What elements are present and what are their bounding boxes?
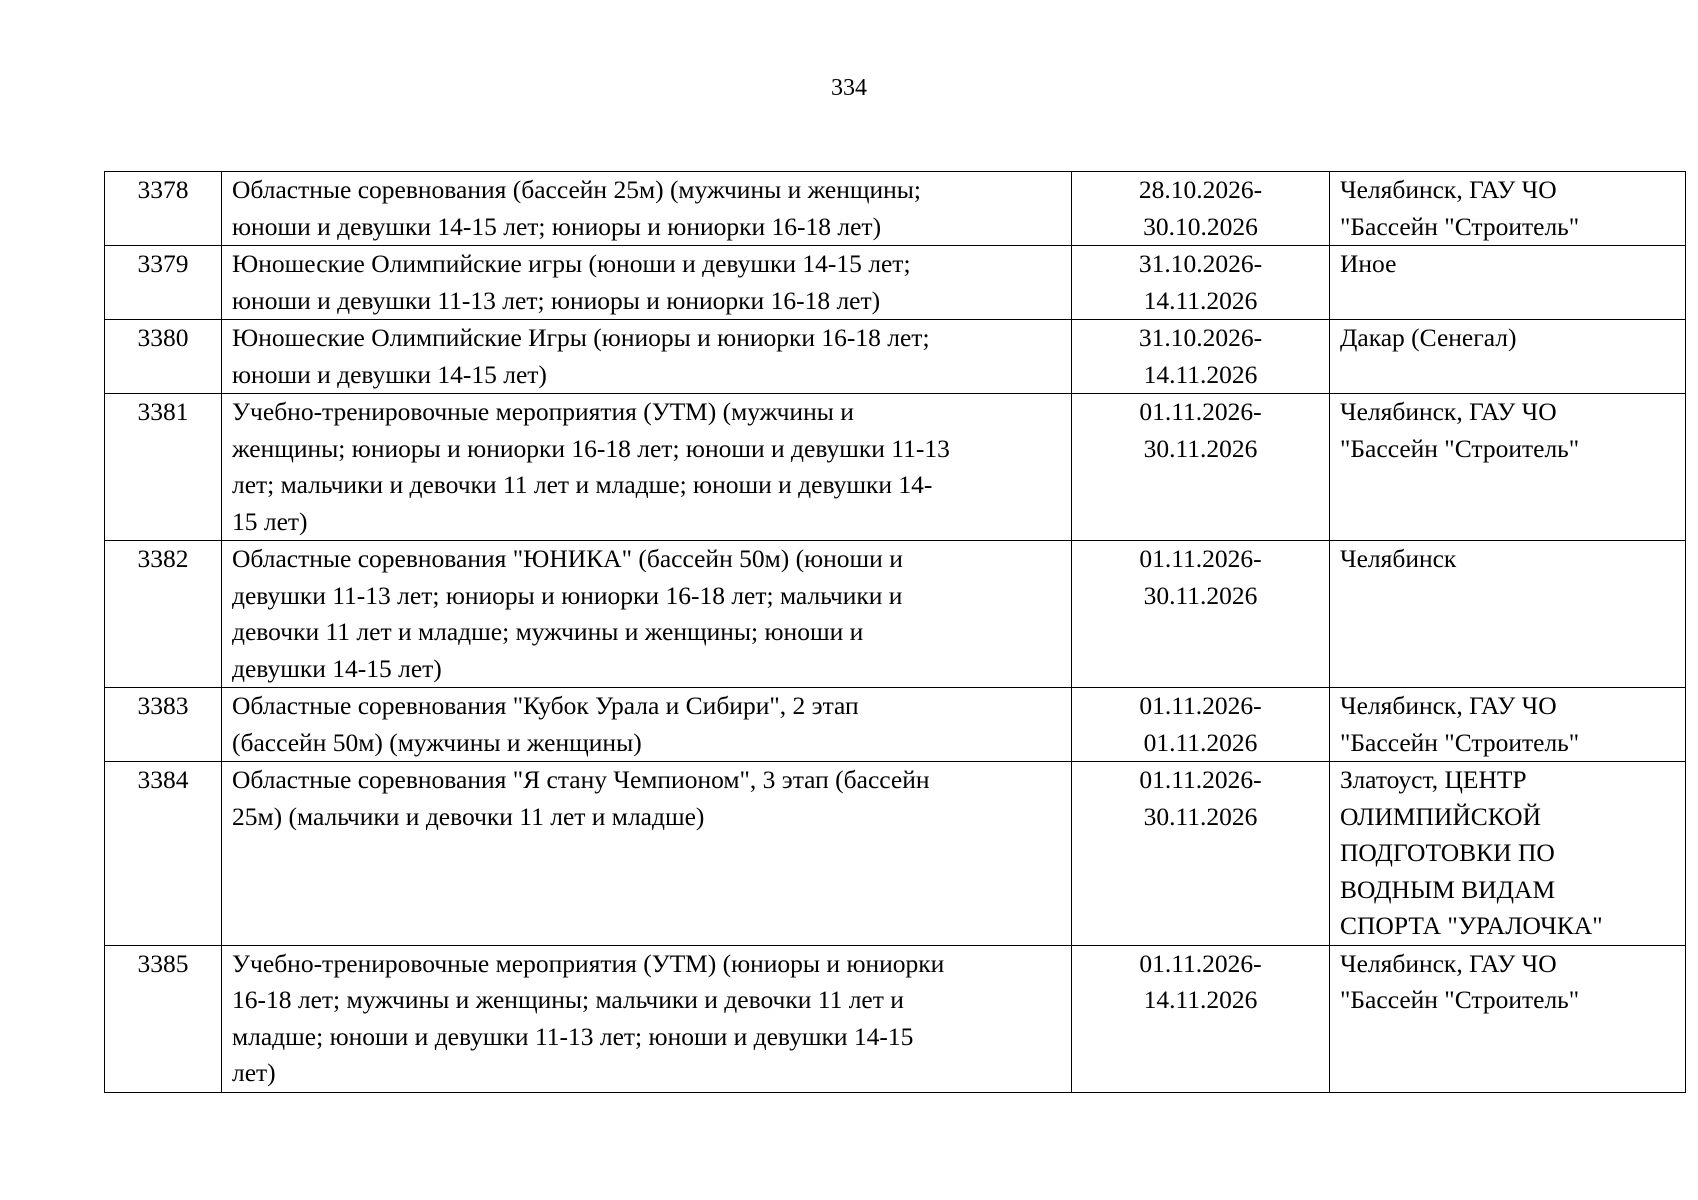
event-place-line: ВОДНЫМ ВИДАМ	[1340, 874, 1556, 904]
event-number: 3382	[105, 541, 222, 688]
table-row	[105, 945, 1686, 1092]
event-place-line: Дакар (Сенегал)	[1340, 323, 1517, 352]
table-row	[105, 320, 1686, 394]
event-place	[1330, 762, 1686, 946]
event-dates	[1072, 320, 1330, 394]
event-dates-line: 30.11.2026	[1143, 433, 1258, 463]
event-name-line: (бассейн 50м) (мужчины и женщины)	[232, 727, 642, 757]
event-place-line: Челябинск, ГАУ ЧО	[1340, 397, 1557, 426]
event-name	[222, 945, 1072, 1092]
event-name	[222, 688, 1072, 762]
event-dates-line: 01.11.2026-	[1139, 397, 1262, 426]
event-place	[1330, 394, 1686, 541]
table-row	[105, 541, 1686, 688]
event-place	[1330, 320, 1686, 394]
event-number: 3385	[105, 945, 222, 1092]
event-place	[1330, 246, 1686, 320]
event-dates	[1072, 945, 1330, 1092]
event-name-line: Учебно-тренировочные мероприятия (УТМ) (мужчины и	[232, 397, 854, 426]
event-place-line: Челябинск, ГАУ ЧО	[1340, 691, 1557, 720]
event-dates-line: 01.11.2026-	[1139, 691, 1262, 720]
event-dates-line: 14.11.2026	[1143, 359, 1258, 389]
event-name-line: девушки 14-15 лет)	[232, 653, 442, 683]
event-place-line: ОЛИМПИЙСКОЙ	[1340, 801, 1541, 831]
event-name-line: девушки 11-13 лет; юниоры и юниорки 16-18 лет; мальчики и	[232, 580, 903, 610]
event-dates-line: 31.10.2026-	[1138, 249, 1263, 278]
event-name	[222, 172, 1072, 246]
event-place-line: Челябинск, ГАУ ЧО	[1340, 175, 1557, 204]
event-dates-line: 30.11.2026	[1143, 801, 1258, 831]
event-dates-line: 14.11.2026	[1143, 285, 1258, 315]
event-dates-line: 14.11.2026	[1143, 985, 1258, 1014]
event-number: 3381	[105, 394, 222, 541]
event-name-line: юноши и девушки 14-15 лет; юниоры и юниорки 16-18 лет)	[232, 211, 882, 241]
event-place	[1330, 541, 1686, 688]
event-dates	[1072, 541, 1330, 688]
event-place-line: "Бассейн "Строитель"	[1340, 433, 1580, 463]
event-place-line: "Бассейн "Строитель"	[1340, 727, 1580, 757]
event-name	[222, 320, 1072, 394]
event-name-line: Областные соревнования (бассейн 25м) (мужчины и женщины;	[232, 175, 922, 204]
event-dates-line: 28.10.2026-	[1138, 175, 1263, 204]
event-name-line: Юношеские Олимпийские Игры (юниоры и юниорки 16-18 лет;	[232, 323, 930, 352]
event-name	[222, 541, 1072, 688]
event-name-line: юноши и девушки 14-15 лет)	[232, 359, 547, 389]
event-number: 3379	[105, 246, 222, 320]
table-row	[105, 762, 1686, 946]
event-place	[1330, 172, 1686, 246]
event-place-line: "Бассейн "Строитель"	[1340, 211, 1580, 241]
event-place-line: Иное	[1340, 249, 1397, 278]
events-table	[104, 171, 1686, 1093]
event-name-line: Областные соревнования "Я стану Чемпионом", 3 этап (бассейн	[232, 765, 930, 794]
event-place-line: "Бассейн "Строитель"	[1340, 985, 1580, 1014]
event-name-line: Областные соревнования "Кубок Урала и Сибири", 2 этап	[232, 691, 859, 720]
event-name-line: Учебно-тренировочные мероприятия (УТМ) (юниоры и юниорки	[232, 948, 945, 978]
event-dates-line: 01.11.2026-	[1139, 948, 1262, 978]
event-name	[222, 246, 1072, 320]
event-place-line: ПОДГОТОВКИ ПО	[1340, 838, 1555, 867]
event-dates-line: 01.11.2026-	[1139, 544, 1262, 573]
event-place	[1330, 688, 1686, 762]
event-name-line: 25м) (мальчики и девочки 11 лет и младше)	[232, 801, 705, 831]
event-dates-line: 31.10.2026-	[1138, 323, 1263, 352]
event-number: 3383	[105, 688, 222, 762]
event-number: 3380	[105, 320, 222, 394]
event-dates-line: 01.11.2026	[1143, 727, 1258, 757]
event-dates	[1072, 246, 1330, 320]
table-row	[105, 172, 1686, 246]
event-dates-line: 30.11.2026	[1143, 580, 1258, 610]
event-name-line: женщины; юниоры и юниорки 16-18 лет; юноши и девушки 11-13	[232, 433, 950, 463]
event-dates-line: 01.11.2026-	[1139, 765, 1262, 794]
event-name-line: лет; мальчики и девочки 11 лет и младше; юноши и девушки 14-	[232, 470, 933, 499]
event-name-line: 15 лет)	[232, 506, 308, 536]
event-name-line: младше; юноши и девушки 11-13 лет; юноши и девушки 14-15	[232, 1021, 914, 1051]
event-dates	[1072, 172, 1330, 246]
event-dates	[1072, 394, 1330, 541]
event-name-line: лет)	[232, 1058, 276, 1087]
event-dates	[1072, 688, 1330, 762]
event-place-line: Златоуст, ЦЕНТР	[1340, 765, 1527, 794]
table-row	[105, 394, 1686, 541]
events-table-body	[105, 172, 1686, 1093]
page-number: 334	[831, 75, 867, 101]
event-number: 3384	[105, 762, 222, 946]
event-name	[222, 394, 1072, 541]
table-row	[105, 688, 1686, 762]
event-name-line: девочки 11 лет и младше; мужчины и женщины; юноши и	[232, 617, 864, 646]
event-name-line: юноши и девушки 11-13 лет; юниоры и юниорки 16-18 лет)	[232, 285, 881, 315]
event-name-line: Областные соревнования "ЮНИКА" (бассейн 50м) (юноши и	[232, 544, 903, 573]
event-name	[222, 762, 1072, 946]
event-dates-line: 30.10.2026	[1143, 211, 1258, 241]
table-row	[105, 246, 1686, 320]
event-place	[1330, 945, 1686, 1092]
event-place-line: СПОРТА "УРАЛОЧКА"	[1340, 911, 1603, 940]
event-name-line: Юношеские Олимпийские игры (юноши и девушки 14-15 лет;	[232, 249, 911, 278]
event-place-line: Челябинск	[1340, 544, 1457, 573]
event-place-line: Челябинск, ГАУ ЧО	[1340, 948, 1557, 978]
event-dates	[1072, 762, 1330, 946]
event-name-line: 16-18 лет; мужчины и женщины; мальчики и девочки 11 лет и	[232, 985, 904, 1014]
event-number: 3378	[105, 172, 222, 246]
